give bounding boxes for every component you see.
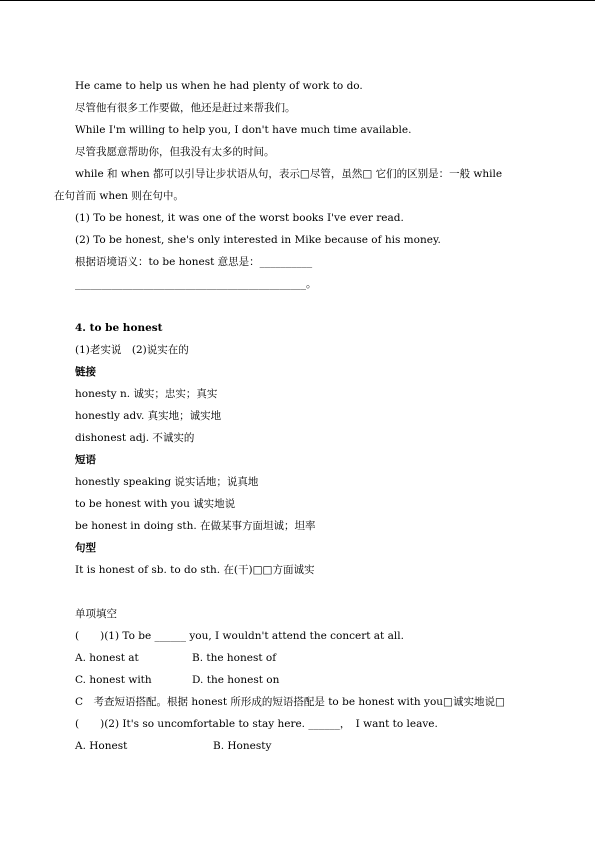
phrase-3: be honest in doing sth. 在做某事方面坦诚；坦率 <box>75 520 316 532</box>
q1-option-c: C. honest with <box>75 674 152 686</box>
word-honesty: honesty n. 诚实；忠实；真实 <box>75 388 218 400</box>
q2-option-b: B. Honesty <box>213 740 272 752</box>
pattern-heading: 句型 <box>75 542 96 554</box>
link-heading: 链接 <box>75 366 96 378</box>
usage-note-line-1: while 和 when 都可以引导让步状语从句，表示□尽管，虽然□ 它们的区别是：一般 while <box>75 168 503 180</box>
question-1: ( )(1) To be ______ you, I wouldn't attend the concert at all. <box>75 630 404 642</box>
example-sentence-zh-2: 尽管我愿意帮助你，但我没有太多的时间。 <box>75 146 275 158</box>
meanings: (1)老实说 (2)说实在的 <box>75 344 189 356</box>
exercise-heading: 单项填空 <box>75 608 117 620</box>
answer-blank-line: ____________________________________________。 <box>75 278 317 290</box>
q2-option-a: A. Honest <box>75 740 128 752</box>
q1-option-d: D. the honest on <box>192 674 280 686</box>
phrase-2: to be honest with you 诚实地说 <box>75 498 236 510</box>
example-sentence-en-2: While I'm willing to help you, I don't have much time available. <box>75 124 412 136</box>
usage-note-line-2: 在句首而 when 则在句中。 <box>54 190 184 202</box>
word-honestly: honestly adv. 真实地；诚实地 <box>75 410 222 422</box>
q1-option-b: B. the honest of <box>192 652 277 664</box>
q1-option-a: A. honest at <box>75 652 139 664</box>
example-sentence-zh-1: 尽管他有很多工作要做，他还是赶过来帮我们。 <box>75 102 296 114</box>
phrase-1: honestly speaking 说实话地；说真地 <box>75 476 259 488</box>
q1-answer-explanation: C 考查短语搭配。根据 honest 所形成的短语搭配是 to be honest with you□诚实地说□ <box>75 696 505 708</box>
sentence-pattern: It is honest of sb. to do sth. 在(干)□□方面诚实 <box>75 564 315 576</box>
question-2: ( )(2) It's so uncomfortable to stay here. ______， I want to leave. <box>75 718 438 730</box>
top-rule <box>0 0 595 1</box>
word-dishonest: dishonest adj. 不诚实的 <box>75 432 195 444</box>
context-question: 根据语境语义：to be honest 意思是：__________ <box>75 256 313 268</box>
phrase-heading: 短语 <box>75 454 96 466</box>
example-honest-1: (1) To be honest, it was one of the worst books I've ever read. <box>75 212 404 224</box>
section-heading-4: 4. to be honest <box>75 322 163 334</box>
example-sentence-en-1: He came to help us when he had plenty of work to do. <box>75 80 363 92</box>
example-honest-2: (2) To be honest, she's only interested in Mike because of his money. <box>75 234 441 246</box>
